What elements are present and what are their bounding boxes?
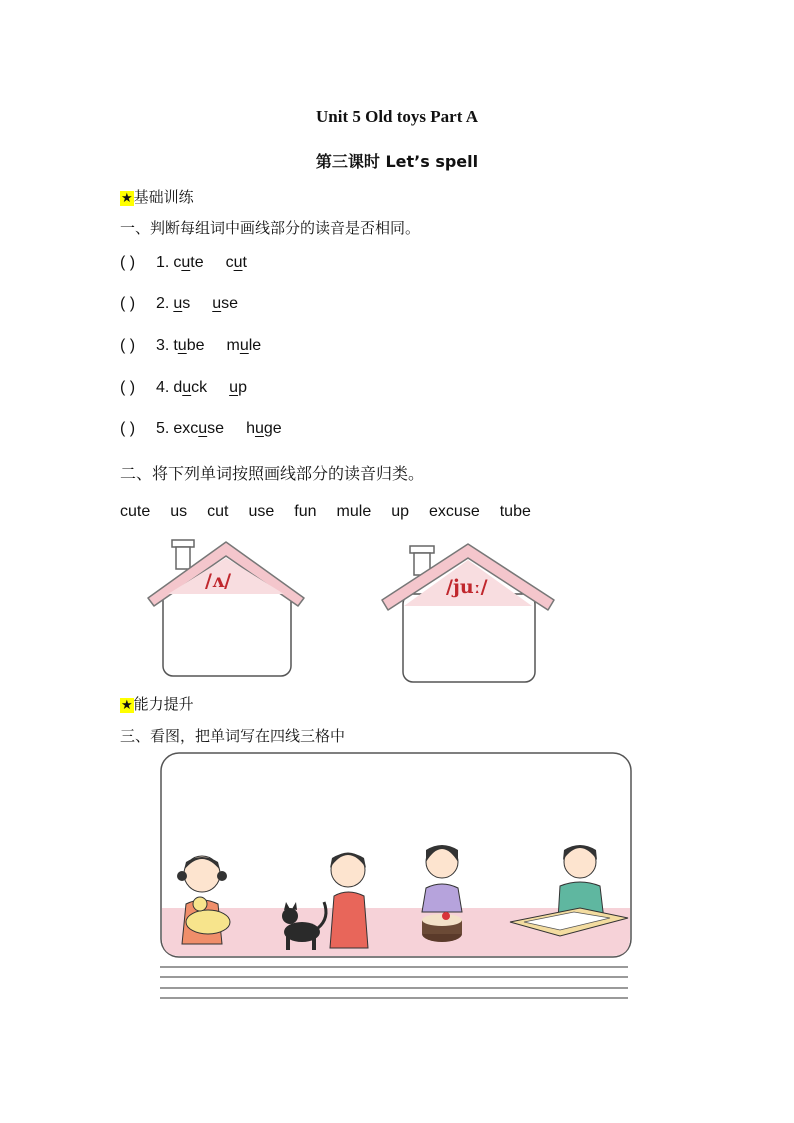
grid-line-1 <box>160 966 628 968</box>
grid-line-3 <box>160 987 628 989</box>
page-title: Unit 5 Old toys Part A <box>316 107 478 126</box>
q1-item <box>120 379 269 397</box>
word-part: t <box>173 337 178 354</box>
house-2-phonetic: /juː/ <box>446 576 488 598</box>
word-bank-item: mule <box>336 503 372 520</box>
underlined-letter: u <box>212 295 222 312</box>
word-bank-item: cute <box>120 503 151 520</box>
house-1-chimney <box>176 547 190 569</box>
grid-line-2 <box>160 976 628 978</box>
item-word-1 <box>173 254 203 272</box>
section-advanced-heading <box>120 693 194 714</box>
item-word-2 <box>246 420 282 438</box>
house-2-body <box>403 594 535 682</box>
word-part: se <box>207 420 225 437</box>
star-icon: ★ <box>121 698 133 713</box>
underlined-letter: u <box>173 295 183 312</box>
q1-item <box>120 254 269 272</box>
word-bank-item: us <box>170 503 188 520</box>
house-1-illustration <box>138 536 318 680</box>
word-bank-item: cut <box>207 503 229 520</box>
section-basic-label: 基础训练 <box>133 188 194 206</box>
word-part: c <box>173 254 182 271</box>
underlined-letter: u <box>229 379 239 396</box>
item-number: 1. <box>156 254 170 271</box>
word-part: ge <box>263 420 282 437</box>
word-part: d <box>173 379 183 396</box>
answer-blank[interactable]: ( ) <box>120 295 136 312</box>
underlined-letter: u <box>198 420 208 437</box>
item-word-2 <box>212 295 238 313</box>
answer-blank[interactable]: ( ) <box>120 337 136 354</box>
q1-instruction: 一、判断每组词中画线部分的读音是否相同。 <box>120 219 421 237</box>
item-word-2 <box>229 379 247 397</box>
item-word-1 <box>173 420 224 438</box>
word-part: p <box>238 379 247 396</box>
word-bank-item: fun <box>294 503 317 520</box>
q1-item <box>120 337 283 355</box>
word-part: c <box>225 254 234 271</box>
word-part: ck <box>191 379 208 396</box>
word-part: m <box>226 337 240 354</box>
word-part: te <box>190 254 204 271</box>
item-word-1 <box>173 379 207 397</box>
item-number: 4. <box>156 379 170 396</box>
underlined-letter: u <box>239 337 249 354</box>
word-part: be <box>186 337 205 354</box>
word-bank-item: up <box>391 503 410 520</box>
picture-panel <box>160 752 632 958</box>
underlined-letter: u <box>181 254 191 271</box>
item-number: 3. <box>156 337 170 354</box>
word-bank-item: tube <box>499 503 531 520</box>
girl-pointing <box>330 853 368 948</box>
q3-instruction: 三、看图，把单词写在四线三格中 <box>120 727 346 745</box>
word-part: t <box>242 254 247 271</box>
item-word-1 <box>173 337 204 355</box>
q2-instruction: 二、将下列单词按照画线部分的读音归类。 <box>120 464 425 483</box>
q1-item <box>120 295 260 313</box>
section-basic-heading <box>120 186 194 207</box>
word-bank <box>120 503 551 521</box>
underlined-letter: u <box>254 420 264 437</box>
word-bank-item: use <box>248 503 275 520</box>
underlined-letter: u <box>233 254 243 271</box>
word-part: le <box>248 337 262 354</box>
girl-with-cake <box>422 845 462 942</box>
word-part: s <box>182 295 191 312</box>
q1-item <box>120 420 304 438</box>
answer-blank[interactable]: ( ) <box>120 420 136 437</box>
item-word-2 <box>226 254 247 272</box>
house-1-phonetic: /ʌ/ <box>205 570 232 592</box>
item-word-2 <box>227 337 262 355</box>
word-part: se <box>221 295 239 312</box>
word-part: h <box>246 420 255 437</box>
word-bank-item: excuse <box>429 503 480 520</box>
word-part: exc <box>173 420 199 437</box>
section-advanced-label: 能力提升 <box>133 695 194 713</box>
star-icon: ★ <box>121 191 133 206</box>
house-2-illustration <box>378 542 558 686</box>
grid-line-4 <box>160 997 628 999</box>
answer-blank[interactable]: ( ) <box>120 379 136 396</box>
item-number: 5. <box>156 420 170 437</box>
item-word-1 <box>173 295 190 313</box>
house-1-body <box>163 588 291 676</box>
underlined-letter: u <box>182 379 192 396</box>
item-number: 2. <box>156 295 170 312</box>
house-2-chimney-top <box>410 546 434 553</box>
answer-blank[interactable]: ( ) <box>120 254 136 271</box>
lesson-subtitle: 第三课时 Let’s spell <box>315 152 479 171</box>
underlined-letter: u <box>177 337 187 354</box>
house-1-chimney-top <box>172 540 194 547</box>
